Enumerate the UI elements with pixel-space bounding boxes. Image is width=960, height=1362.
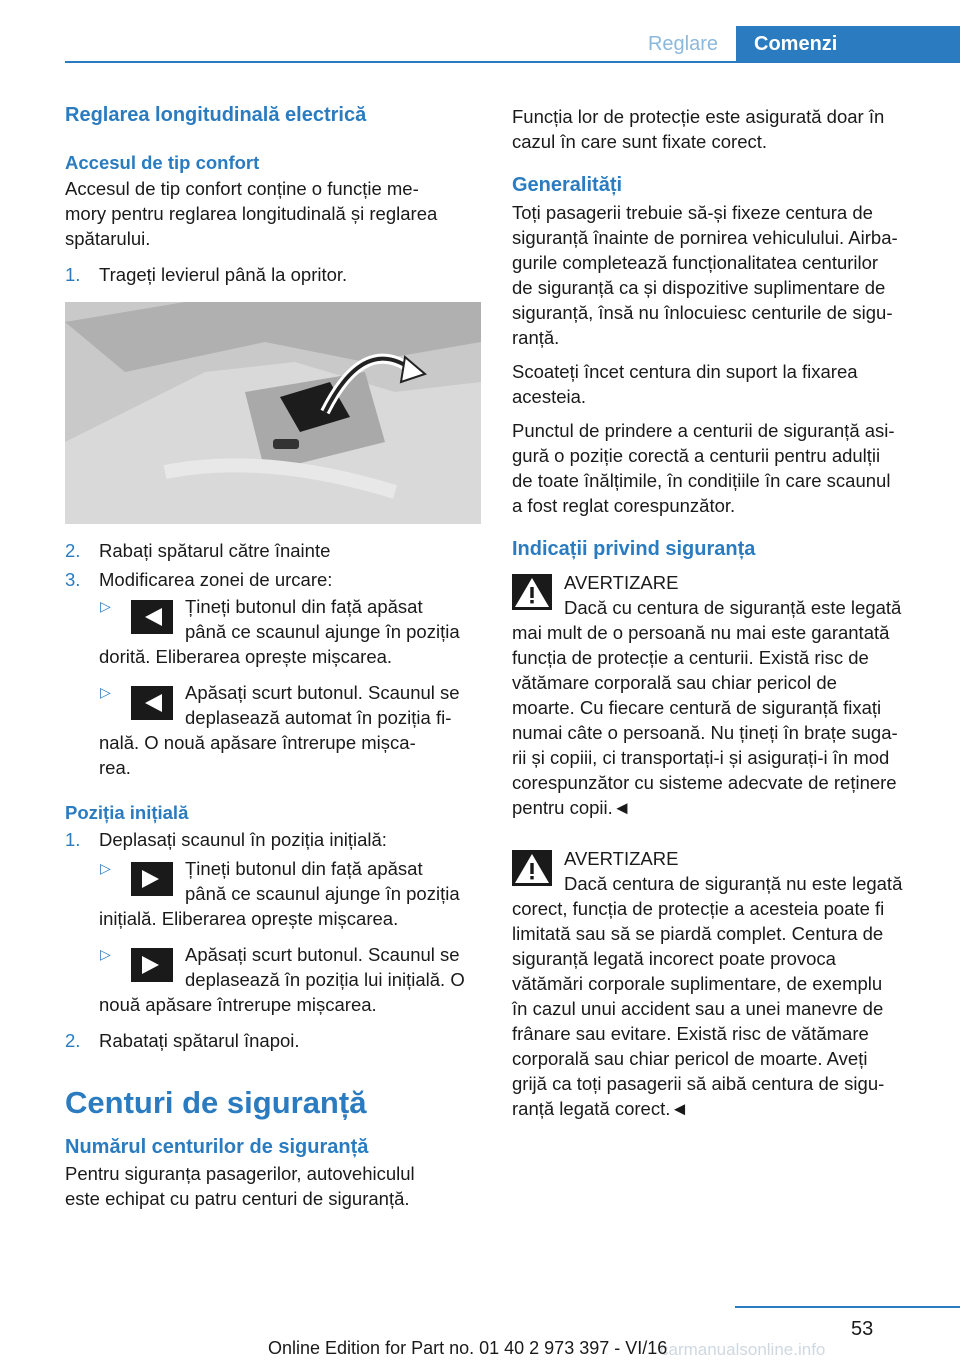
sub-d-line-3: nouă apăsare întrerupe mișcarea.	[99, 994, 377, 1015]
punctul-line-1: Punctul de prindere a centurii de siguranță asi-	[512, 420, 895, 441]
punctul-line-2: gură o poziție corectă a centurii pentru adulții	[512, 445, 881, 466]
watermark: carmanualsonline.info	[660, 1340, 826, 1359]
scoateti-line-1: Scoateți încet centura din suport la fixarea	[512, 361, 858, 382]
seat-lever-photo	[65, 302, 481, 524]
warning-triangle-icon	[512, 850, 552, 886]
warning-2-line-10: ranță legată corect.◄	[512, 1098, 689, 1119]
sub-c-line-3: inițială. Eliberarea oprește mișcarea.	[99, 908, 399, 929]
step-number: 2.	[65, 540, 81, 561]
gen-line-4: de siguranță ca și dispozitive suplimentare de	[512, 277, 886, 298]
left-arrow-icon	[131, 600, 173, 634]
step-text: Modificarea zonei de urcare:	[99, 569, 333, 590]
step-number: 3.	[65, 569, 81, 590]
sub-a-line-1: Țineți butonul din față apăsat	[185, 596, 423, 617]
accesul-line-2: mory pentru reglarea longitudinală și reglarea	[65, 203, 438, 224]
warning-1-line-7: rii și copiii, ci transportați-i și asigurați-i în mod	[512, 747, 890, 768]
punctul-line-3: de toate înălțimile, în condițiile în care scaunul	[512, 470, 891, 491]
step-text: Deplasați scaunul în poziția inițială:	[99, 829, 387, 850]
sub-item-c	[65, 856, 483, 931]
sub-item-a	[65, 594, 483, 669]
sub-b-line-1: Apăsați scurt butonul. Scaunul se	[185, 682, 460, 703]
heading-centuri: Centuri de siguranță	[65, 1085, 367, 1120]
heading-pozitia: Poziția inițială	[65, 802, 189, 823]
heading-reglarea: Reglarea longitudinală electrică	[65, 104, 367, 126]
pozitia-step-1	[65, 827, 483, 852]
left-column	[65, 100, 483, 1211]
scoateti-line-2: acesteia.	[512, 386, 587, 407]
warning-1-line-3: funcția de protecție a centurii. Există risc de	[512, 647, 869, 668]
sub-b-line-3: nală. O nouă apăsare întrerupe mișca-	[99, 732, 416, 753]
warning-1-line-2: mai mult de o persoană nu mai este garantată	[512, 622, 890, 643]
warning-1-line-6: numai câte o persoană. Nu țineți în brațe suga-	[512, 722, 898, 743]
pozitia-step-2	[65, 1028, 483, 1053]
right-column	[512, 100, 930, 1121]
triangle-marker-icon: ▷	[100, 860, 111, 876]
sub-c-line-1: Țineți butonul din față apăsat	[185, 858, 423, 879]
step-3	[65, 567, 483, 592]
warning-2-title: AVERTIZARE	[564, 848, 679, 869]
numarul-line-1: Pentru siguranța pasagerilor, autovehiculul	[65, 1163, 415, 1184]
triangle-marker-icon: ▷	[100, 598, 111, 614]
sub-c-line-2: până ce scaunul ajunge în poziția	[185, 883, 460, 904]
sub-a-line-2: până ce scaunul ajunge în poziția	[185, 621, 460, 642]
warning-1-line-5: moarte. Cu fiecare centură de siguranță fixați	[512, 697, 882, 718]
warning-2-line-1: Dacă centura de siguranță nu este legată	[564, 873, 903, 894]
sub-item-d	[65, 942, 483, 1017]
left-arrow-icon	[131, 686, 173, 720]
warning-block-2	[512, 846, 930, 896]
step-text: Trageți levierul până la opritor.	[99, 264, 348, 285]
warning-2-line-9: grijă ca toți pasagerii să aibă centura de sigu-	[512, 1073, 885, 1094]
heading-generalitati: Generalități	[512, 174, 623, 196]
warning-2-line-4: siguranță legată incorect poate provoca	[512, 948, 836, 969]
right-arrow-icon	[131, 948, 173, 982]
triangle-marker-icon: ▷	[100, 946, 111, 962]
heading-accesul: Accesul de tip confort	[65, 152, 260, 173]
numarul-line-2: este echipat cu patru centuri de siguranță.	[65, 1188, 410, 1209]
accesul-line-1: Accesul de tip confort conține o funcție me-	[65, 178, 419, 199]
footer-edition: Online Edition for Part no. 01 40 2 973 397 - VI/16	[268, 1338, 668, 1358]
page-number: 53	[851, 1318, 874, 1340]
gen-line-3: gurile completează funcționalitatea centurilor	[512, 252, 879, 273]
warning-2-line-6: în cazul unui accident sau a unei manevre de	[512, 998, 884, 1019]
gen-line-5: siguranță, însă nu înlocuiesc centurile de sigu-	[512, 302, 893, 323]
warning-2-line-2: corect, funcția de protecție a acesteia poate fi	[512, 898, 885, 919]
heading-indicatii: Indicații privind siguranța	[512, 538, 756, 560]
warning-2-line-8: corporală sau chiar pericol de moarte. Aveți	[512, 1048, 868, 1069]
footer-rule	[735, 1306, 960, 1308]
step-text: Rabați spătarul către înainte	[99, 540, 331, 561]
step-number: 2.	[65, 1030, 81, 1051]
step-2	[65, 538, 483, 563]
punctul-line-4: a fost reglat corespunzător.	[512, 495, 736, 516]
warning-triangle-icon	[512, 574, 552, 610]
tab-comenzi[interactable]: Comenzi	[736, 26, 960, 62]
step-text: Rabatați spătarul înapoi.	[99, 1030, 300, 1051]
sub-d-line-1: Apăsați scurt butonul. Scaunul se	[185, 944, 460, 965]
warning-2-line-5: vătămări corporale suplimentare, de exemplu	[512, 973, 883, 994]
functia-line-1: Funcția lor de protecție este asigurată doar în	[512, 106, 885, 127]
gen-line-6: ranță.	[512, 327, 560, 348]
accesul-line-3: spătarului.	[65, 228, 151, 249]
functia-line-2: cazul în care sunt fixate corect.	[512, 131, 768, 152]
step-number: 1.	[65, 264, 81, 285]
sub-a-line-3: dorită. Eliberarea oprește mișcarea.	[99, 646, 393, 667]
sub-b-line-2: deplasează automat în poziția fi-	[185, 707, 452, 728]
triangle-marker-icon: ▷	[100, 684, 111, 700]
gen-line-2: siguranță înainte de pornirea vehiculului. Airba-	[512, 227, 898, 248]
warning-block-1	[512, 570, 930, 620]
sub-item-b	[65, 680, 483, 780]
step-1	[65, 262, 483, 287]
gen-line-1: Toți pasagerii trebuie să-și fixeze centura de	[512, 202, 873, 223]
warning-2-line-3: limitată sau să se piardă complet. Centura de	[512, 923, 884, 944]
heading-numarul: Numărul centurilor de siguranță	[65, 1136, 369, 1158]
warning-1-line-9: pentru copii.◄	[512, 797, 632, 818]
warning-2-line-7: frânare sau evitare. Există risc de vătămare	[512, 1023, 869, 1044]
tab-reglare[interactable]: Reglare	[647, 32, 719, 55]
right-arrow-icon	[131, 862, 173, 896]
sub-b-line-4: rea.	[99, 757, 131, 778]
step-number: 1.	[65, 829, 81, 850]
sub-d-line-2: deplasează în poziția lui inițială. O	[185, 969, 465, 990]
warning-1-line-8: corespunzător cu sisteme adecvate de reținere	[512, 772, 897, 793]
warning-1-line-1: Dacă cu centura de siguranță este legată	[564, 597, 902, 618]
warning-1-line-4: vătămare corporală sau chiar pericol de	[512, 672, 837, 693]
warning-1-title: AVERTIZARE	[564, 572, 679, 593]
